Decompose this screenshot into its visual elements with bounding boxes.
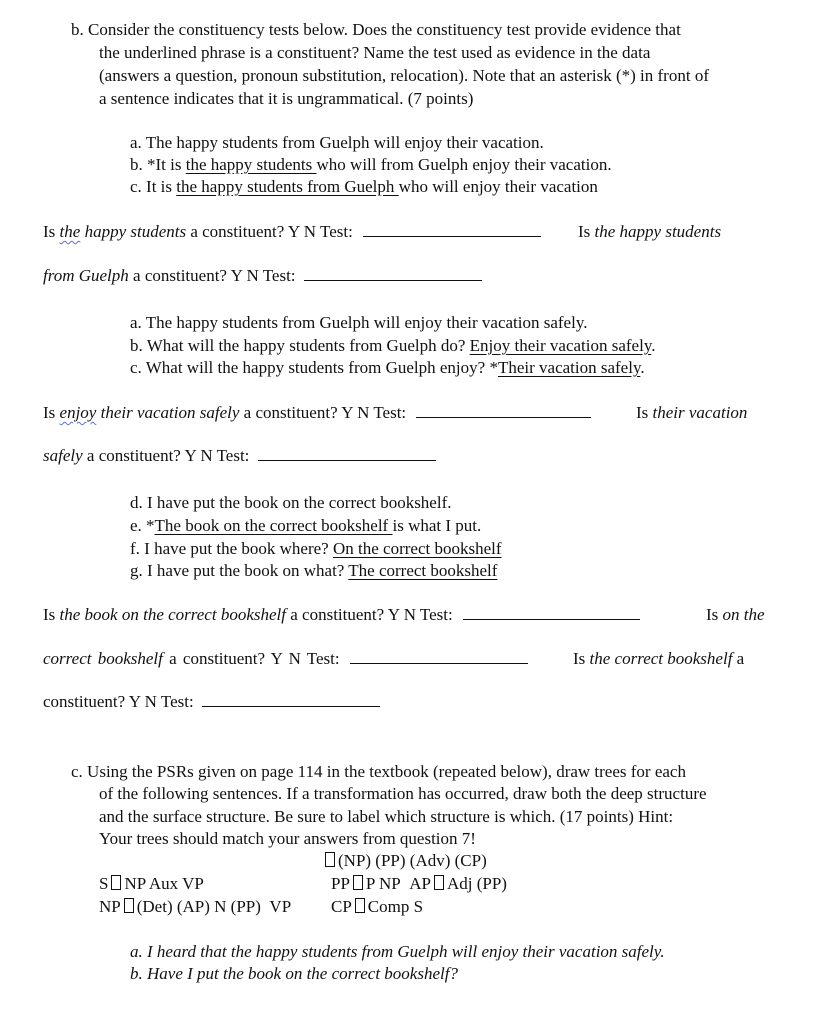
arrow-glyph-icon	[434, 875, 444, 890]
psr-lhs: NP	[99, 897, 121, 916]
constituent-question-cont	[43, 692, 380, 712]
sentence-text: is what I put.	[392, 516, 482, 535]
example-sentence	[130, 516, 481, 536]
answer-blank[interactable]	[416, 403, 591, 418]
question-phrase: the	[59, 222, 81, 241]
question-b-line: b. Consider the constituency tests below. Does the constituency test provide evidence that	[71, 20, 681, 39]
question-b-line: the underlined phrase is a constituent? Name the test used as evidence in the data	[99, 43, 651, 62]
sentence-text: f. I have put the book where?	[130, 539, 333, 558]
underlined-phrase: Their vacation safely	[497, 358, 641, 377]
psr-lhs: AP	[409, 874, 431, 893]
answer-blank[interactable]	[350, 649, 528, 664]
psr-rule-vp	[322, 851, 487, 871]
psr-rule-np	[99, 897, 291, 917]
question-phrase: from Guelph	[43, 266, 129, 285]
example-sentence	[130, 561, 497, 581]
question-text: Is	[43, 605, 56, 624]
constituent-question	[43, 403, 591, 423]
answer-blank[interactable]	[304, 266, 482, 281]
constituent-question	[573, 649, 744, 669]
question-text: a constituent? Y N Test:	[285, 605, 453, 624]
tree-sentence-text: b. Have I put the book on the correct bookshelf?	[130, 964, 458, 983]
example-sentence: a. The happy students from Guelph will enjoy their vacation.	[130, 133, 544, 152]
question-phrase: happy students	[80, 222, 187, 241]
psr-rule-cp	[331, 897, 423, 917]
sentence-text: c. It is	[130, 177, 177, 196]
question-text: Is	[706, 605, 719, 624]
question-c-line: of the following sentences. If a transformation has occurred, draw both the deep structure	[99, 784, 707, 803]
question-phrase: the correct bookshelf	[589, 649, 733, 668]
underlined-phrase: The correct bookshelf	[348, 561, 498, 580]
example-sentence	[130, 358, 645, 378]
constituent-question	[636, 403, 747, 423]
example-sentence	[130, 177, 598, 197]
psr-rhs: P NP	[365, 874, 401, 893]
question-c-line: and the surface structure. Be sure to label which structure is which. (17 points) Hint:	[99, 807, 674, 826]
arrow-glyph-icon	[111, 875, 121, 890]
question-text: a	[736, 649, 745, 668]
tree-sentence	[130, 942, 665, 962]
psr-rule-s	[99, 874, 204, 894]
arrow-glyph-icon	[353, 875, 363, 890]
tree-sentence	[130, 964, 458, 984]
question-text: a constituent? Y N Test:	[239, 403, 407, 422]
sentence-text: b. *It is	[130, 155, 186, 174]
underlined-phrase: Enjoy their vacation safely	[469, 336, 652, 355]
question-b-line: (answers a question, pronoun substitution, relocation). Note that an asterisk (*) in front of	[99, 66, 709, 85]
answer-blank[interactable]	[202, 692, 380, 707]
question-c-line: c. Using the PSRs given on page 114 in the textbook (repeated below), draw trees for each	[71, 762, 686, 781]
sentence-text: who will from Guelph enjoy their vacation.	[316, 155, 612, 174]
sentence-text: .	[640, 358, 645, 377]
arrow-glyph-icon	[124, 898, 134, 913]
tree-sentence-text: a. I heard that the happy students from Guelph will enjoy their vacation safely.	[130, 942, 665, 961]
constituent-question	[706, 605, 765, 625]
question-text: Is	[636, 403, 649, 422]
constituent-question	[43, 605, 640, 625]
constituent-question-cont	[43, 649, 528, 669]
sentence-text: e. *	[130, 516, 155, 535]
answer-blank[interactable]	[258, 446, 436, 461]
question-text: a constituent? Y N Test:	[128, 266, 296, 285]
question-text: Is	[43, 403, 60, 422]
psr-lhs: PP	[331, 874, 350, 893]
question-text: a constituent? Y N Test:	[82, 446, 250, 465]
question-text: a constituent? Y N Test:	[186, 222, 353, 241]
sentence-text: c. What will the happy students from Guelph enjoy? *	[130, 358, 498, 377]
question-text: constituent? Y N Test:	[43, 692, 194, 711]
underlined-phrase: On the correct bookshelf	[332, 539, 502, 558]
psr-rhs: NP Aux VP	[124, 874, 204, 893]
psr-lhs: S	[99, 874, 109, 893]
psr-rhs: (Det) (AP) N (PP)	[136, 897, 261, 916]
question-c-line: Your trees should match your answers from question 7!	[99, 829, 476, 848]
question-phrase: the happy students	[594, 222, 722, 241]
question-phrase: correct bookshelf	[43, 649, 163, 668]
underlined-phrase: The book on the correct bookshelf	[154, 516, 393, 535]
psr-rule-pp-ap	[331, 874, 507, 894]
constituent-question	[578, 222, 721, 242]
example-sentence: a. The happy students from Guelph will enjoy their vacation safely.	[130, 313, 588, 332]
example-sentence	[130, 539, 502, 559]
example-sentence	[130, 155, 612, 175]
underlined-phrase: the happy students from Guelph	[176, 177, 399, 196]
question-b-line: a sentence indicates that it is ungrammatical. (7 points)	[99, 89, 474, 108]
underlined-phrase: the happy students	[185, 155, 317, 174]
question-phrase: the book on the correct bookshelf	[59, 605, 286, 624]
question-text: Is	[578, 222, 591, 241]
answer-blank[interactable]	[363, 222, 541, 237]
psr-lhs: VP	[269, 897, 292, 916]
arrow-glyph-icon	[355, 898, 365, 913]
sentence-text: b. What will the happy students from Guelph do?	[130, 336, 470, 355]
psr-rhs: Adj (PP)	[446, 874, 507, 893]
answer-blank[interactable]	[463, 605, 640, 620]
question-phrase: safely	[43, 446, 83, 465]
question-phrase: enjoy	[59, 403, 97, 422]
example-sentence	[130, 336, 655, 356]
sentence-text: who will enjoy their vacation	[398, 177, 598, 196]
psr-lhs: CP	[331, 897, 352, 916]
question-text: Is	[43, 222, 56, 241]
question-text: Is	[573, 649, 586, 668]
constituent-question-cont	[43, 446, 436, 466]
constituent-question	[43, 222, 541, 242]
question-phrase: their vacation safely	[96, 403, 240, 422]
sentence-text: g. I have put the book on what?	[130, 561, 349, 580]
question-phrase: their vacation	[652, 403, 748, 422]
psr-rhs: (NP) (PP) (Adv) (CP)	[338, 851, 487, 870]
question-phrase: on the	[722, 605, 765, 624]
sentence-text: .	[651, 336, 656, 355]
constituent-question-cont	[43, 266, 482, 286]
arrow-glyph-icon	[325, 852, 335, 867]
question-text: a constituent? Y N Test:	[162, 649, 340, 668]
example-sentence: d. I have put the book on the correct bookshelf.	[130, 493, 452, 512]
psr-rhs: Comp S	[367, 897, 424, 916]
